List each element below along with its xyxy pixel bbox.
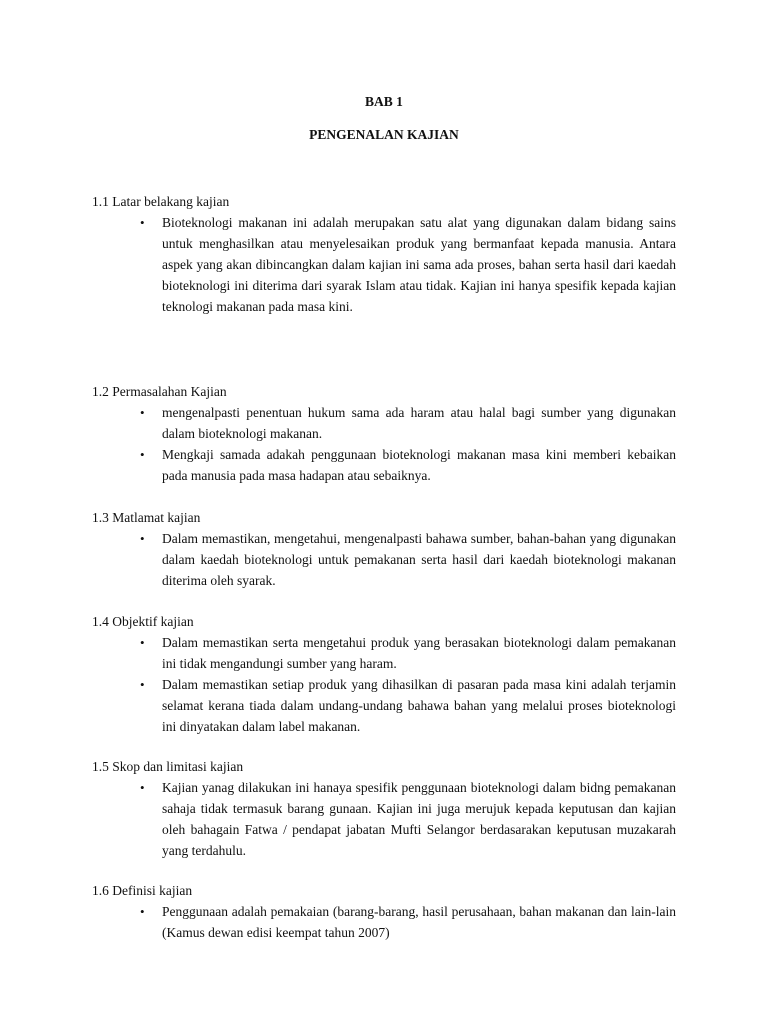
- bullet-dot-icon: •: [140, 215, 145, 230]
- bullet-item: [140, 674, 676, 737]
- bullet-list: [92, 528, 676, 591]
- bullet-item: [140, 528, 676, 591]
- section-latar-belakang: [92, 191, 676, 317]
- bullet-text: Kajian yanag dilakukan ini hanaya spesifik penggunaan bioteknologi dalam bidng pemakanan sahaja tidak termasuk barang gunaan. Kajian ini juga merujuk kepada keputusan dan kajian oleh bahagain Fatwa / pendapat jabatan Mufti Selangor berdasarakan keputusan muzakarah yang terdahulu.: [162, 780, 676, 858]
- bullet-dot-icon: •: [140, 405, 145, 420]
- bullet-text: Mengkaji samada adakah penggunaan bioteknologi makanan masa kini memberi kebaikan pada manusia pada masa hadapan atau sebaiknya.: [162, 447, 676, 483]
- bullet-list: [92, 212, 676, 317]
- bullet-item: [140, 901, 676, 943]
- bullet-text: Dalam memastikan setiap produk yang dihasilkan di pasaran pada masa kini adalah terjamin selamat kerana tiada dalam undang-undang bahawa bahan yang melalui proses bioteknologi ini dinyatakan dalam label makanan.: [162, 677, 676, 734]
- bullet-item: [140, 212, 676, 317]
- chapter-label: BAB 1: [365, 94, 403, 109]
- bullet-text: Bioteknologi makanan ini adalah merupakan satu alat yang digunakan dalam bidang sains untuk menghasilkan atau menyelesaikan produk yang bermanfaat kepada manusia. Antara aspek yang akan dibincangkan dalam kajian ini sama ada proses, bahan serta hasil dari kaedah bioteknologi ini diterima dari syarak Islam atau tidak. Kajian ini hanya spesifik kepada kajian teknologi makanan pada masa kini.: [162, 215, 676, 314]
- section-objektif: [92, 611, 676, 737]
- bullet-dot-icon: •: [140, 447, 145, 462]
- bullet-list: [92, 777, 676, 861]
- section-heading: 1.3 Matlamat kajian: [92, 510, 201, 525]
- bullet-list: [92, 402, 676, 486]
- section-heading: 1.1 Latar belakang kajian: [92, 194, 230, 209]
- bullet-dot-icon: •: [140, 904, 145, 919]
- section-heading: 1.4 Objektif kajian: [92, 614, 194, 629]
- section-heading: 1.6 Definisi kajian: [92, 883, 193, 898]
- bullet-list: [92, 901, 676, 943]
- bullet-dot-icon: •: [140, 677, 145, 692]
- section-permasalahan: [92, 381, 676, 486]
- section-matlamat: [92, 507, 676, 591]
- bullet-item: [140, 777, 676, 861]
- bullet-dot-icon: •: [140, 531, 145, 546]
- bullet-list: [92, 632, 676, 737]
- chapter-title: PENGENALAN KAJIAN: [309, 127, 459, 142]
- section-heading: 1.2 Permasalahan Kajian: [92, 384, 227, 399]
- bullet-item: [140, 632, 676, 674]
- section-skop-limitasi: [92, 756, 676, 861]
- bullet-item: [140, 402, 676, 444]
- section-heading: 1.5 Skop dan limitasi kajian: [92, 759, 244, 774]
- bullet-text: mengenalpasti penentuan hukum sama ada haram atau halal bagi sumber yang digunakan dalam bioteknologi makanan.: [162, 405, 676, 441]
- bullet-dot-icon: •: [140, 635, 145, 650]
- bullet-item: [140, 444, 676, 486]
- bullet-text: Dalam memastikan serta mengetahui produk yang berasakan bioteknologi dalam pemakanan ini tidak mengandungi sumber yang haram.: [162, 635, 676, 671]
- section-definisi: [92, 880, 676, 943]
- bullet-text: Penggunaan adalah pemakaian (barang-barang, hasil perusahaan, bahan makanan dan lain-lain (Kamus dewan edisi keempat tahun 2007): [162, 904, 676, 940]
- bullet-text: Dalam memastikan, mengetahui, mengenalpasti bahawa sumber, bahan-bahan yang digunakan dalam kaedah bioteknologi untuk pemakanan serta hasil dari kaedah bioteknologi makanan diterima oleh syarak.: [162, 531, 676, 588]
- bullet-dot-icon: •: [140, 780, 145, 795]
